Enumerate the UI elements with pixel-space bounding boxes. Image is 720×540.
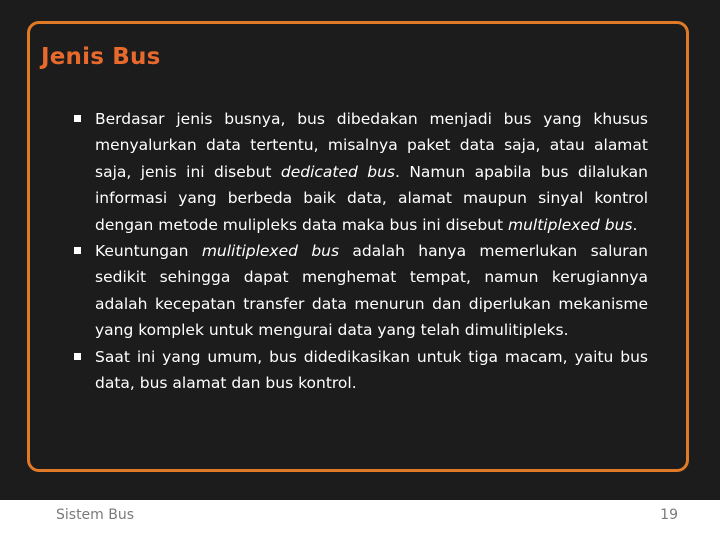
- square-bullet-icon: [74, 115, 81, 122]
- bullet-item-3: [73, 344, 648, 397]
- square-bullet-icon: [74, 353, 81, 360]
- bullet-1-text-b: . Namun apabila bus dilalukan informasi yang berbeda baik data, alamat maupun sinyal kontrol dengan metode mulipleks data maka bus ini disebut: [95, 162, 648, 234]
- bullet-2-text-b: adalah hanya memerlukan saluran sedikit sehingga dapat menghemat tempat, namun kerugiannya adalah kecepatan transfer data menurun dan diperlukan mekanisme yang komplek untuk mengurai data yang telah dimulitipleks.: [95, 242, 648, 340]
- bullet-1-term-dedicated-bus: dedicated bus: [280, 162, 396, 181]
- bullet-1-term-multiplexed-bus: multiplexed bus: [508, 215, 633, 234]
- bullet-item-1: [73, 106, 648, 238]
- page-number: 19: [660, 507, 678, 523]
- slide-title: Jenis Bus: [41, 44, 161, 70]
- bullet-2-term-mulitiplexed-bus: mulitiplexed bus: [201, 242, 340, 261]
- bullet-1-text-a: Berdasar jenis busnya, bus dibedakan menjadi bus yang khusus menyalurkan data tertentu, misalnya paket data saja, atau alamat saja, jenis ini disebut: [95, 110, 648, 181]
- bullet-3-text: Saat ini yang umum, bus didedikasikan untuk tiga macam, yaitu bus data, bus alamat dan bus kontrol.: [95, 347, 648, 393]
- square-bullet-icon: [74, 247, 81, 254]
- bullet-2-text-a: Keuntungan: [95, 242, 202, 261]
- bullet-1-text-c: .: [632, 215, 638, 234]
- bullet-item-2: [73, 238, 648, 344]
- footer-title: Sistem Bus: [56, 507, 135, 523]
- bullet-list: [73, 106, 648, 396]
